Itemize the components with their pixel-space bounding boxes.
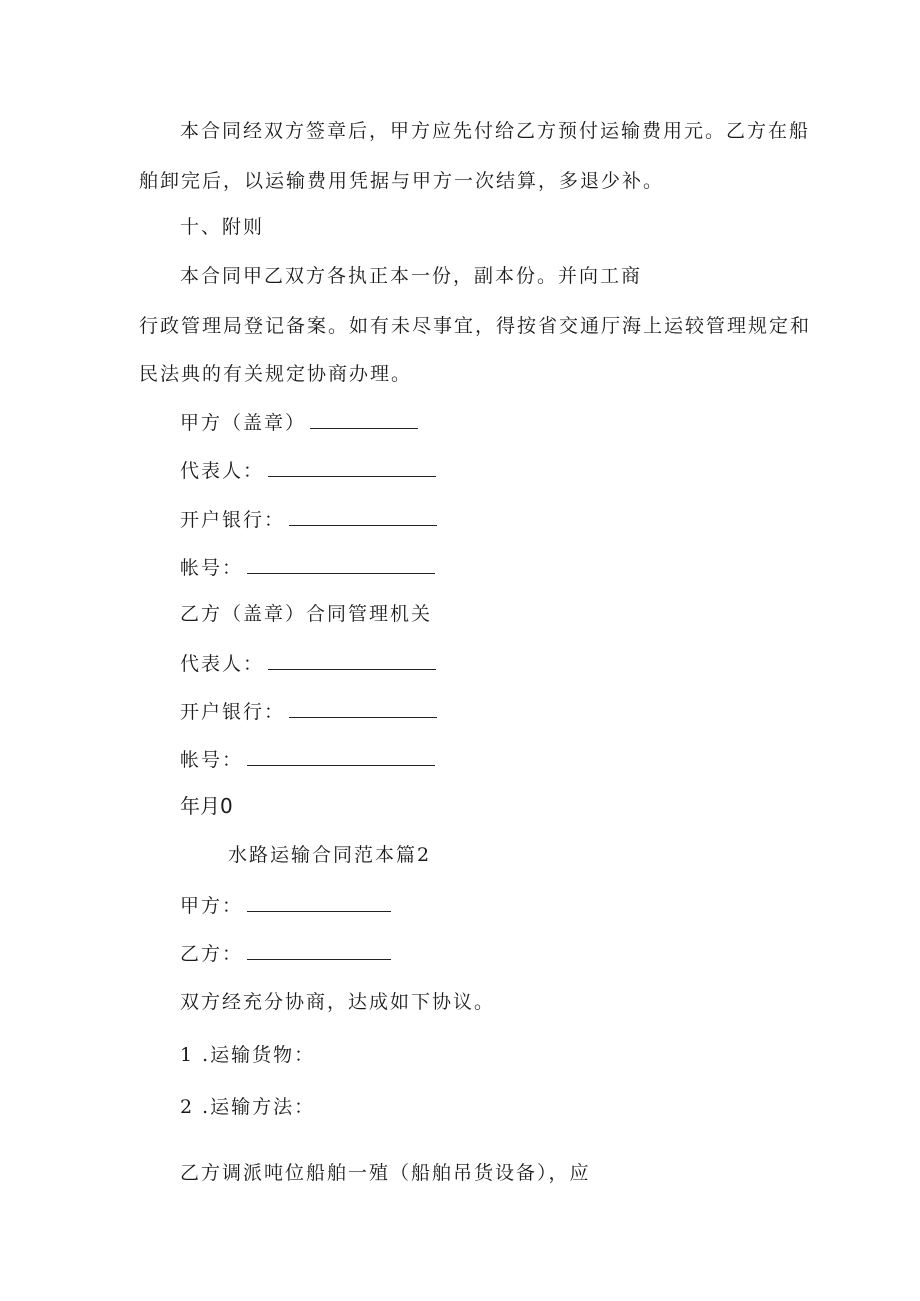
contract-2-party-b-label: 乙方： [180,943,244,965]
party-b-account-label: 帐号： [180,749,244,771]
party-a-seal-field[interactable] [310,410,418,429]
paragraph-line: 本合同经双方签章后，甲方应先付给乙方预付运输费用元。乙方在船 [180,120,811,142]
paragraph-line: 行政管理局登记备案。如有未尽事宜，得按省交通厅海上运较管理规定和 [139,315,812,337]
paragraph-line: 本合同甲乙双方各执正本一份，副本份。并向工商 [180,265,643,287]
party-a-account [180,555,435,580]
party-a-bank-label: 开户银行： [180,509,286,531]
list-item: 1 .运输货物： [180,1044,316,1066]
party-b-bank [180,699,437,724]
paragraph-line: 双方经充分协商，达成如下协议。 [180,991,496,1013]
contract-2-party-b [180,941,391,966]
party-a-rep [180,458,436,483]
contract-2-title: 水路运输合同范本篇2 [228,844,432,866]
section-title: 十、附则 [180,216,265,238]
party-a-seal [180,410,418,435]
party-a-account-field[interactable] [247,555,435,574]
party-a-seal-label: 甲方（盖章） [180,412,307,434]
contract-2-party-a-field[interactable] [247,893,391,912]
party-a-bank [180,507,437,532]
date-line: 年月0 [180,794,233,818]
party-a-account-label: 帐号： [180,557,244,579]
party-a-rep-label: 代表人： [180,460,265,482]
party-b-seal-label: 乙方（盖章）合同管理机关 [180,603,433,625]
list-item: 2 .运输方法： [180,1096,316,1118]
paragraph-line: 舶卸完后，以运输费用凭据与甲方一次结算，多退少补。 [139,170,665,192]
party-b-rep-label: 代表人： [180,653,265,675]
party-b-account [180,747,435,772]
party-b-account-field[interactable] [247,747,435,766]
paragraph-line: 乙方调派吨位船舶一殖（船舶吊货设备），应 [180,1162,591,1184]
contract-2-party-b-field[interactable] [247,941,391,960]
party-a-rep-field[interactable] [268,458,436,477]
party-b-bank-field[interactable] [289,699,437,718]
paragraph-line: 民法典的有关规定协商办理。 [139,363,413,385]
contract-2-party-a [180,893,391,918]
party-b-rep [180,651,436,676]
party-b-bank-label: 开户银行： [180,701,286,723]
party-a-bank-field[interactable] [289,507,437,526]
party-b-rep-field[interactable] [268,651,436,670]
contract-2-party-a-label: 甲方： [180,895,244,917]
